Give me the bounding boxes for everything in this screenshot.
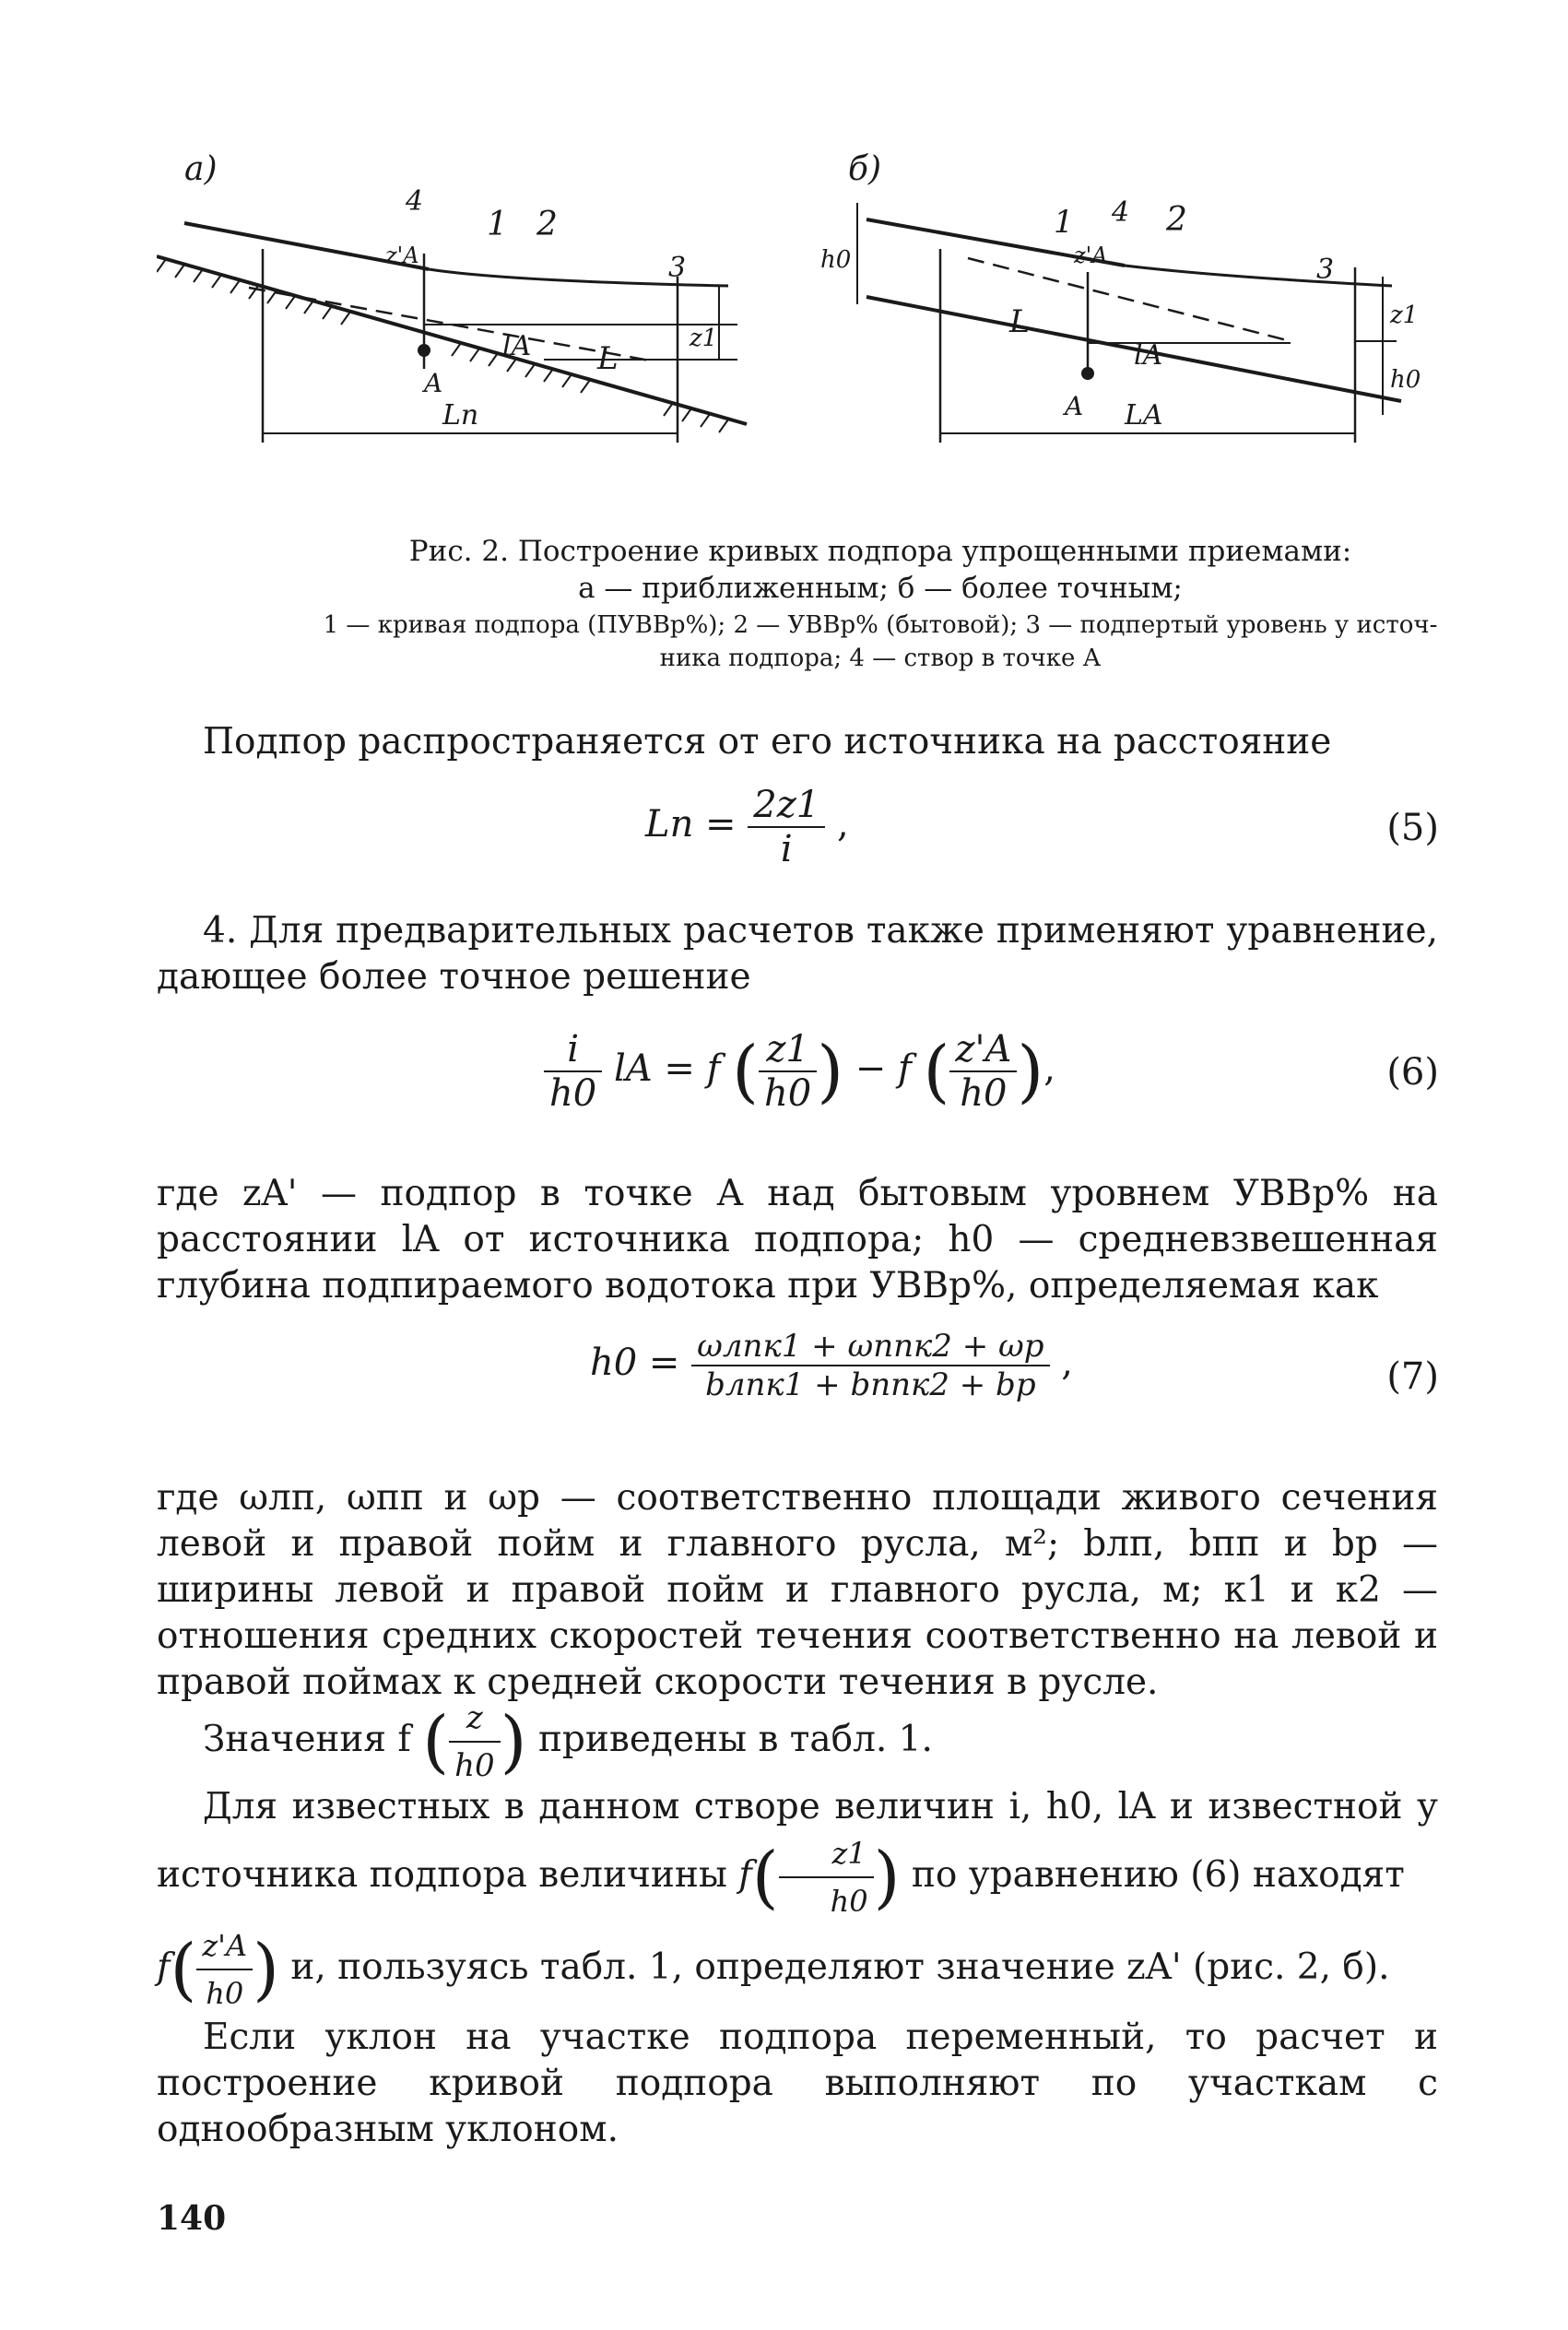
paragraph-3: где zA' — подпор в точке А над бытовым уровнем УВВр% на расстоянии lA от источника подпора; h0 — средневзвешенная глубина подпираемого водотока при УВВр%, определяемая как <box>157 1173 1438 1307</box>
paragraph-2: 4. Для предварительных расчетов также применяют уравнение, дающее более точное решение <box>157 910 1438 998</box>
figure-caption-subtitle: а — приближенным; б — более точным; <box>578 572 1183 605</box>
equation-6-number: (6) <box>1386 1051 1439 1094</box>
equation-7-number: (7) <box>1386 1355 1439 1398</box>
svg-text:3: 3 <box>1316 254 1335 286</box>
svg-text:1: 1 <box>487 206 508 243</box>
svg-text:h0: h0 <box>820 246 852 274</box>
svg-text:z'A: z'A <box>1074 242 1108 268</box>
svg-text:z'A: z'A <box>385 242 419 268</box>
equation-5: Lп = $\frac{2z1}{i}$ , <box>645 784 849 870</box>
paragraph-4: где ωлп, ωпп и ωр — соответственно площади живого сечения левой и правой пойм и главного русла, м²; bлп, bпп и bр — ширины левой и правой пойм и главного русла, м; к1 и к2 — отношения средних скоростей течения соответственно на левой и правой поймах к средней скорости течения в русле. <box>157 1477 1438 1703</box>
svg-text:lA: lA <box>502 330 532 362</box>
equation-6: $\frac{i}{h0}$ lA = f ( $\frac{z1}{h0}$ ) − f ( $\frac{z'A}{h0}$ ), <box>544 1028 1055 1115</box>
page-number: 140 <box>157 2199 227 2238</box>
svg-text:2: 2 <box>536 206 558 243</box>
panel-a-label: а) <box>184 150 218 188</box>
svg-text:Lп: Lп <box>442 399 479 432</box>
svg-text:h0: h0 <box>1390 366 1421 394</box>
svg-text:2: 2 <box>1166 201 1187 239</box>
paragraph-6: Для известных в данном створе величин i, h0, lA и известной у источника подпора величины f( $\frac{z1}{h0}$ ) по уравнению (6) находят <box>157 1786 1438 1919</box>
svg-text:3: 3 <box>668 252 687 284</box>
equation-7: h0 = $\frac{\text{ωлпк1 + ωппк2 + ωр}}{\text{bлпк1 + bппк2 + bр}}$ , <box>590 1328 1073 1403</box>
a-point-A <box>418 344 430 357</box>
svg-text:A: A <box>424 368 443 398</box>
figure-legend-line-1: 1 — кривая подпора (ПУВВр%); 2 — УВВр% (бытовой); 3 — подпертый уровень у источ- <box>323 611 1438 639</box>
figure-2-diagrams <box>157 148 1429 479</box>
paragraph-8: Если уклон на участке подпора переменный, то расчет и построение кривой подпора выполняют по участкам с однообразным уклоном. <box>157 2017 1438 2150</box>
svg-text:1: 1 <box>1054 204 1074 241</box>
panel-b-label: б) <box>848 150 882 188</box>
equation-5-number: (5) <box>1386 807 1439 849</box>
svg-text:A: A <box>1065 391 1084 421</box>
b-point-A <box>1081 367 1094 380</box>
paragraph-1: Подпор распространяется от его источника на расстояние <box>203 721 1332 763</box>
svg-text:lA: lA <box>1134 339 1163 372</box>
svg-text:LA: LA <box>1125 399 1163 432</box>
svg-text:z1: z1 <box>1390 302 1419 329</box>
svg-text:4: 4 <box>406 185 424 218</box>
figure-caption-title: Рис. 2. Построение кривых подпора упрощенными приемами: <box>408 535 1352 568</box>
paragraph-7: f( $\frac{z'A}{h0}$ ) и, пользуясь табл. 1, определяют значение zA' (рис. 2, б). <box>157 1922 1438 2017</box>
svg-text:z1: z1 <box>690 325 718 352</box>
paragraph-5: Значения f ( $\frac{z}{h0}$ ) приведены в табл. 1. <box>203 1695 1438 1789</box>
svg-text:4: 4 <box>1112 196 1130 229</box>
svg-text:L: L <box>1009 303 1031 340</box>
figure-legend-line-2: ника подпора; 4 — створ в точке А <box>659 645 1102 672</box>
svg-text:L: L <box>597 340 619 377</box>
